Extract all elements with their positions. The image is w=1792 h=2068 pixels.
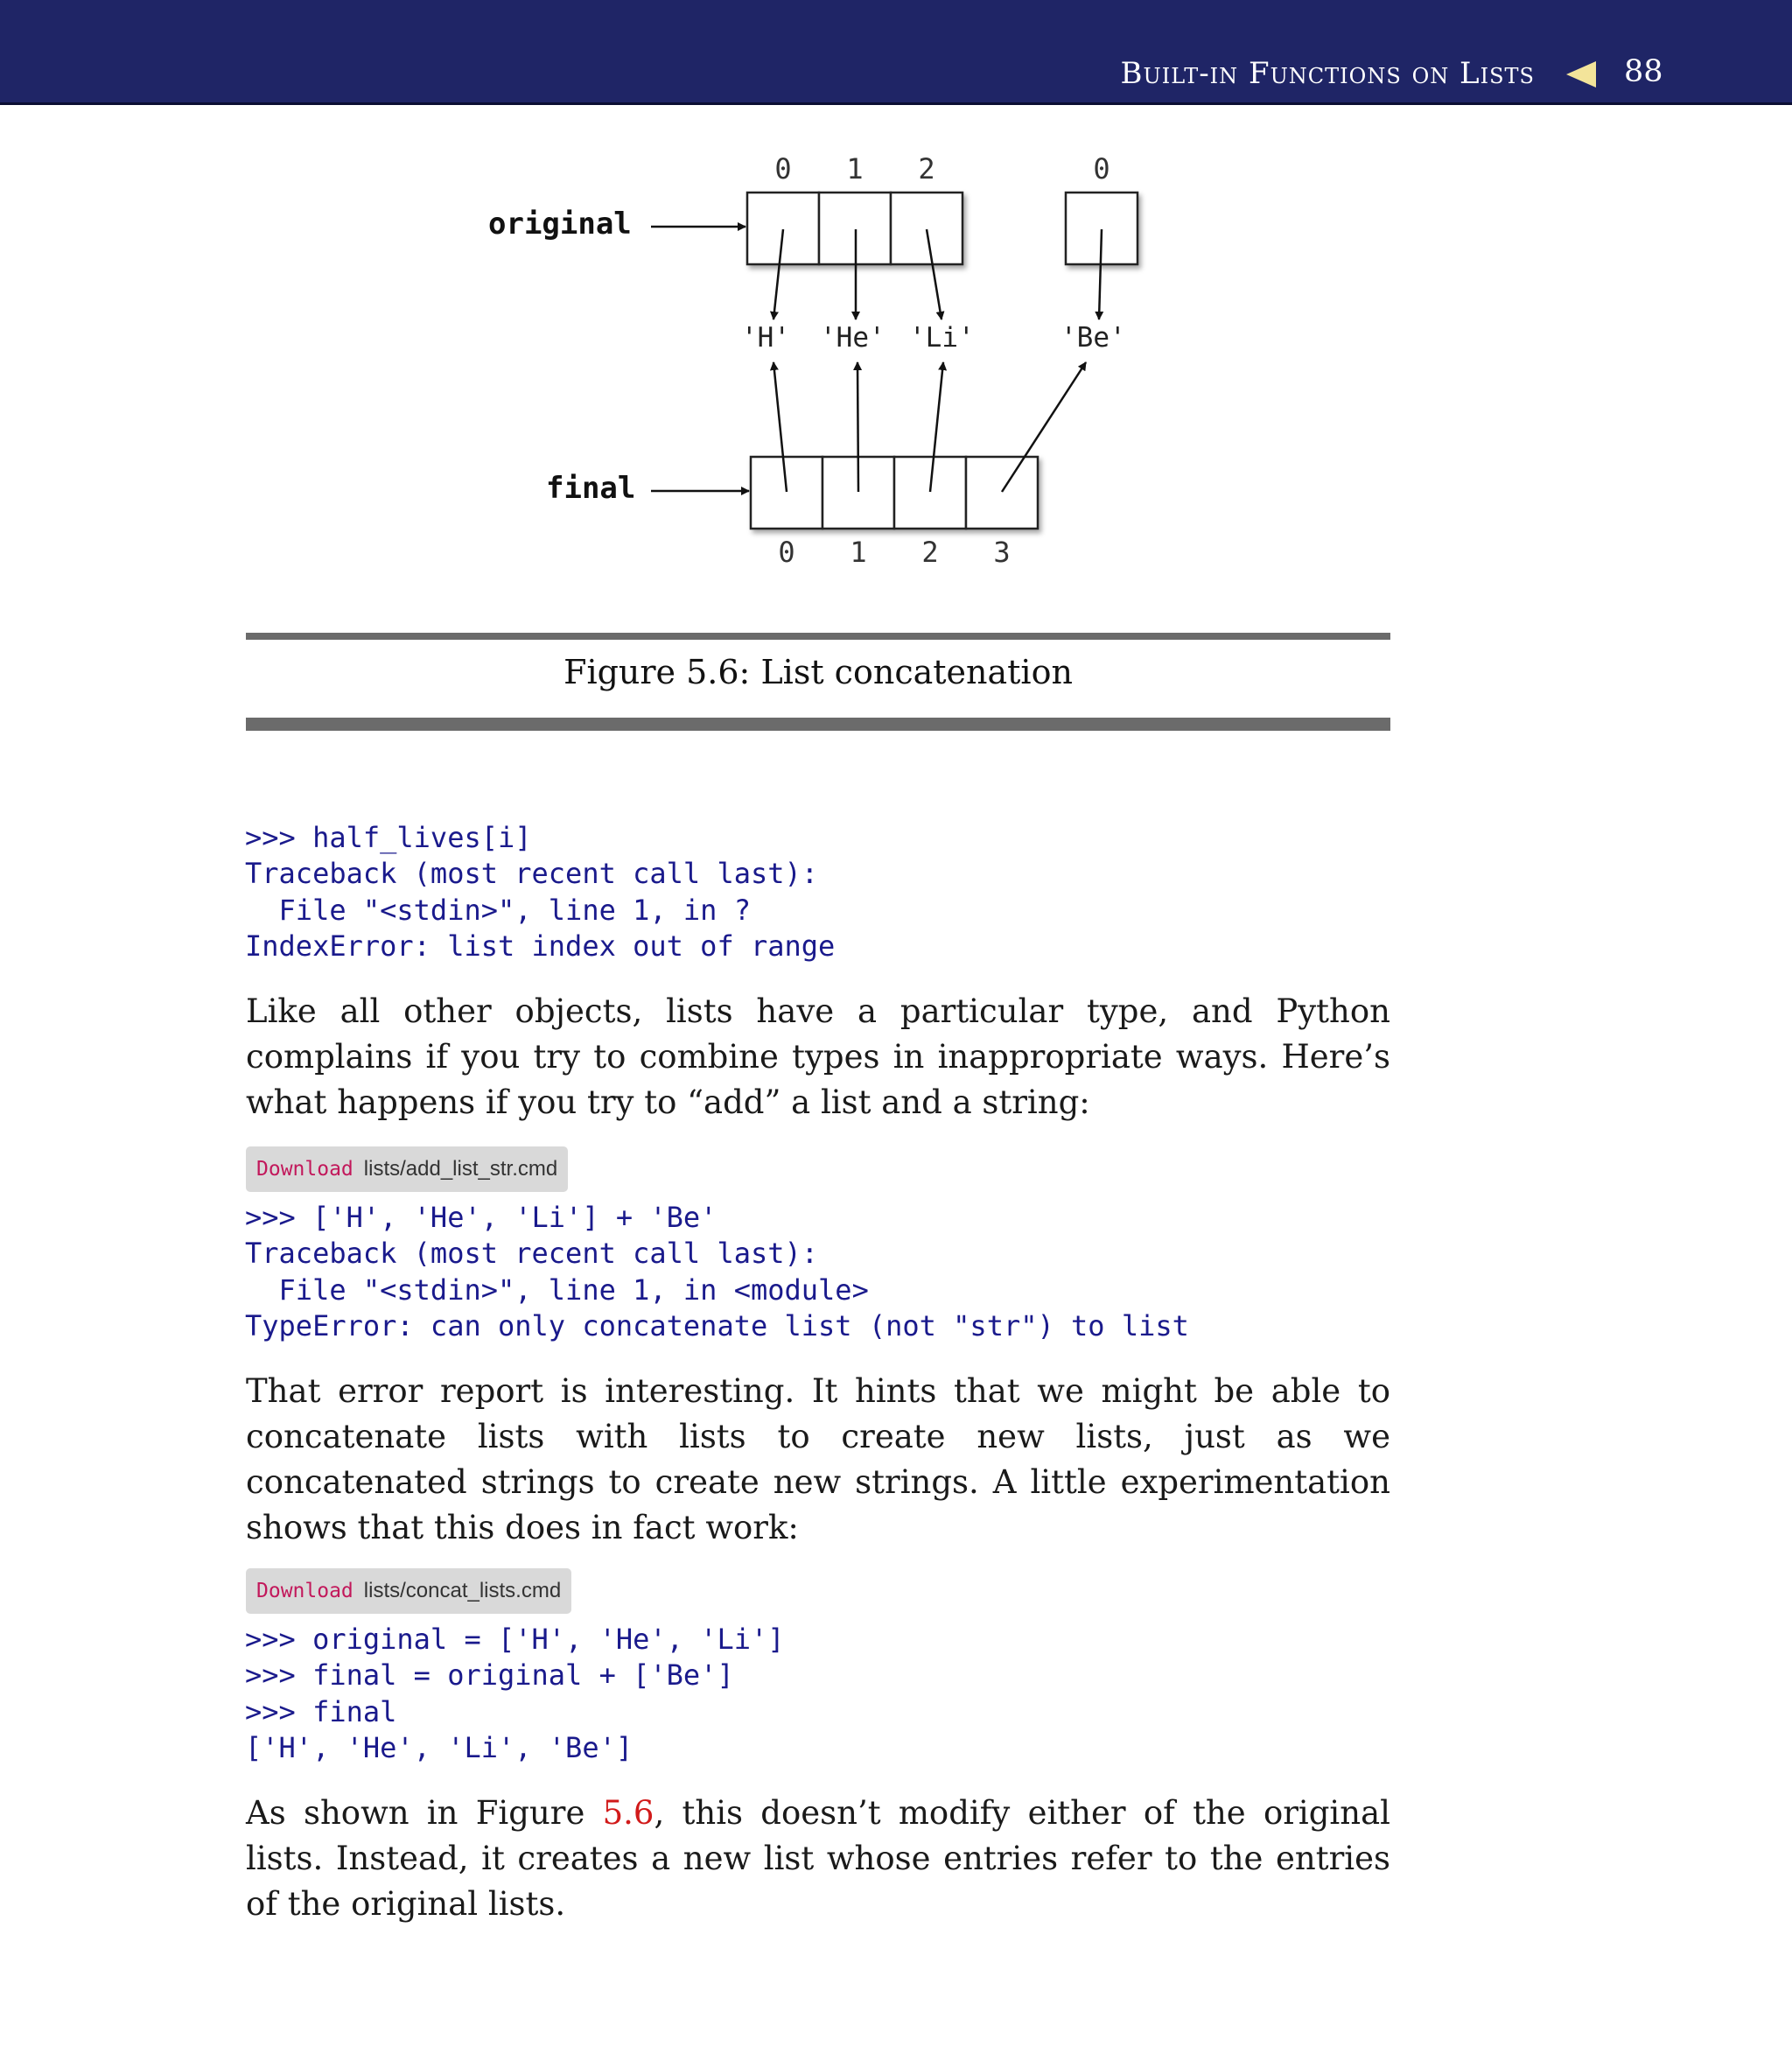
- figure-diagram: [0, 105, 1792, 595]
- value-be: 'Be': [1060, 322, 1126, 354]
- code-line: File "<stdin>", line 1, in ?: [245, 893, 751, 927]
- second-list-index-0: 0: [1093, 152, 1110, 186]
- paragraph-text: , this doesn’t modify either of the original lists. Instead, it creates a new list whose entries refer to the entries of the original lists.: [246, 1794, 1390, 1923]
- download-link-concat-lists[interactable]: [246, 1568, 571, 1614]
- code-line: ['H', 'He', 'Li', 'Be']: [245, 1730, 634, 1764]
- figure-bottom-rule: [246, 718, 1390, 731]
- code-line: >>> original = ['H', 'He', 'Li']: [245, 1623, 785, 1656]
- list-concatenation-figure: [0, 105, 1792, 595]
- paragraph-conclusion: [246, 1791, 1390, 1927]
- final-ref-3-arrow: [1002, 362, 1086, 492]
- original-variable-label: original: [488, 207, 632, 242]
- final-index-1: 1: [850, 536, 867, 569]
- running-title: Built-in Functions on Lists: [1120, 56, 1535, 91]
- final-index-3: 3: [993, 536, 1011, 569]
- final-list-boxes: [751, 457, 1038, 529]
- download-path: lists/add_list_str.cmd: [363, 1157, 558, 1181]
- final-index-0: 0: [778, 536, 795, 569]
- code-block-index-error: [245, 820, 835, 964]
- code-line: File "<stdin>", line 1, in <module>: [245, 1272, 869, 1307]
- original-index-1: 1: [846, 152, 864, 186]
- page-number: 88: [1624, 54, 1663, 89]
- code-line: Traceback (most recent call last):: [245, 857, 819, 891]
- code-line: IndexError: list index out of range: [245, 929, 836, 963]
- code-line: >>> final: [245, 1694, 397, 1728]
- download-label: Download: [256, 1580, 354, 1602]
- code-block-concat: [245, 1622, 785, 1766]
- previous-page-arrow-icon[interactable]: [1566, 61, 1596, 88]
- figure-reference-link[interactable]: 5.6: [602, 1794, 654, 1832]
- paragraph-text: As shown in Figure: [246, 1794, 603, 1832]
- original-index-0: 0: [774, 152, 792, 186]
- value-li: 'Li': [909, 322, 975, 354]
- download-path: lists/concat_lists.cmd: [363, 1579, 562, 1602]
- download-label: Download: [256, 1158, 354, 1181]
- final-variable-label: final: [546, 471, 636, 506]
- final-index-2: 2: [921, 536, 939, 569]
- code-block-type-error: [245, 1200, 1189, 1344]
- page-header: [0, 0, 1792, 105]
- code-line: TypeError: can only concatenate list (not "str") to list: [245, 1308, 1189, 1342]
- value-h: 'H': [741, 322, 790, 354]
- code-line: >>> half_lives[i]: [245, 821, 532, 854]
- download-link-add-list-str[interactable]: [246, 1146, 568, 1192]
- value-he: 'He': [820, 322, 886, 354]
- original-index-2: 2: [918, 152, 935, 186]
- code-line: >>> ['H', 'He', 'Li'] + 'Be': [245, 1201, 718, 1234]
- paragraph-list-types: Like all other objects, lists have a particular type, and Python complains if you try to combine types in inappropriate ways. Here’s what happens if you try to “add” a list and a string:: [246, 992, 1390, 1121]
- figure-top-rule: [246, 633, 1390, 640]
- code-line: Traceback (most recent call last):: [245, 1237, 819, 1271]
- figure-caption: Figure 5.6: List concatenation: [564, 653, 1073, 691]
- paragraph-error-report: That error report is interesting. It hints that we might be able to concatenate lists with lists to create new lists, just as we concatenated strings to create new strings. A little experimentation shows that this does in fact work:: [246, 1372, 1390, 1546]
- code-line: >>> final = original + ['Be']: [245, 1658, 734, 1693]
